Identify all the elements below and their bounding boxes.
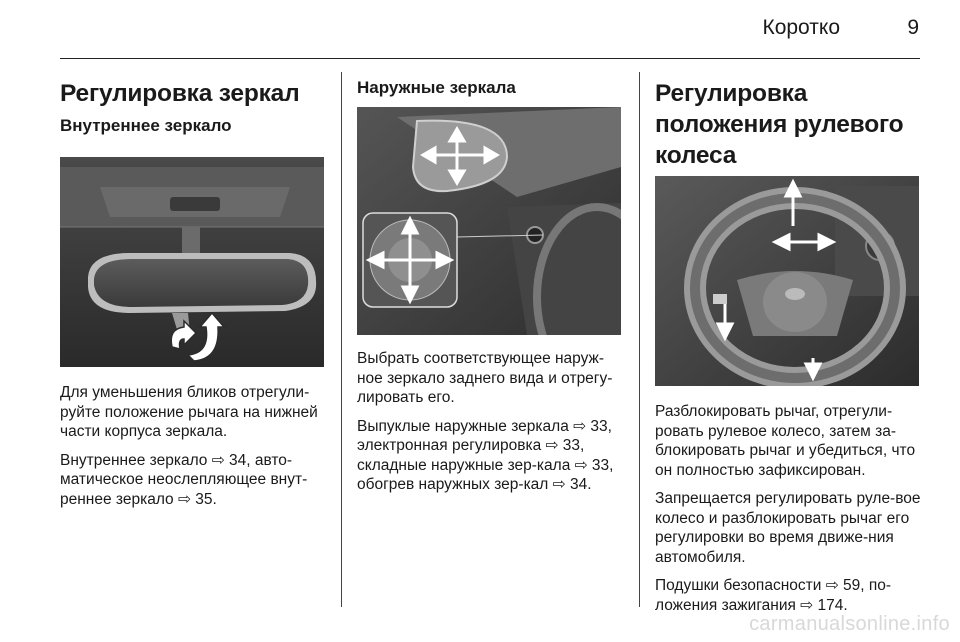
column-divider bbox=[639, 72, 640, 607]
paragraph: Разблокировать рычаг, отрегули-ровать рулевое колесо, затем за-блокировать рычаг и убедиться, что он полностью зафиксирован. bbox=[655, 403, 916, 479]
paragraph: Внутреннее зеркало ⇨ 34, авто-матическое неослепляющее внут-реннее зеркало ⇨ 35. bbox=[60, 451, 308, 508]
paragraph: Запрещается регулировать руле-вое колесо и разблокировать рычаг его регулировки во время движе-ния автомобиля. bbox=[655, 490, 921, 566]
section-heading: Наружные зеркала bbox=[357, 78, 516, 97]
column-divider bbox=[341, 72, 342, 607]
paragraph: Выбрать соответствующее наруж-ное зеркало заднего вида и отрегу-лировать его. bbox=[357, 350, 613, 406]
steering-wheel-illustration bbox=[655, 176, 919, 386]
paragraph: Подушки безопасности ⇨ 59, по-ложения зажигания ⇨ 174. bbox=[655, 577, 892, 614]
section-heading: Регулировка положения рулевого колеса bbox=[655, 80, 904, 169]
subsection-heading: Внутреннее зеркало bbox=[60, 116, 232, 135]
section-heading: Регулировка зеркал bbox=[60, 80, 300, 107]
column-steering-wheel bbox=[655, 72, 921, 624]
page-number: 9 bbox=[907, 16, 919, 39]
paragraph: Для уменьшения бликов отрегули-руйте положение рычага на нижней части корпуса зеркала. bbox=[60, 384, 318, 440]
column-interior-mirror bbox=[60, 72, 326, 518]
exterior-mirror-illustration bbox=[357, 107, 621, 335]
column-exterior-mirrors bbox=[357, 72, 623, 504]
interior-mirror-illustration bbox=[60, 157, 324, 367]
running-header-title: Коротко bbox=[762, 16, 840, 39]
watermark: carmanualsonline.info bbox=[749, 613, 950, 635]
header-rule bbox=[60, 58, 920, 59]
paragraph: Выпуклые наружные зеркала ⇨ 33, электронная регулировка ⇨ 33, складные наружные зер-кала ⇨ 33, обогрев наружных зер-кал ⇨ 34. bbox=[357, 417, 614, 493]
